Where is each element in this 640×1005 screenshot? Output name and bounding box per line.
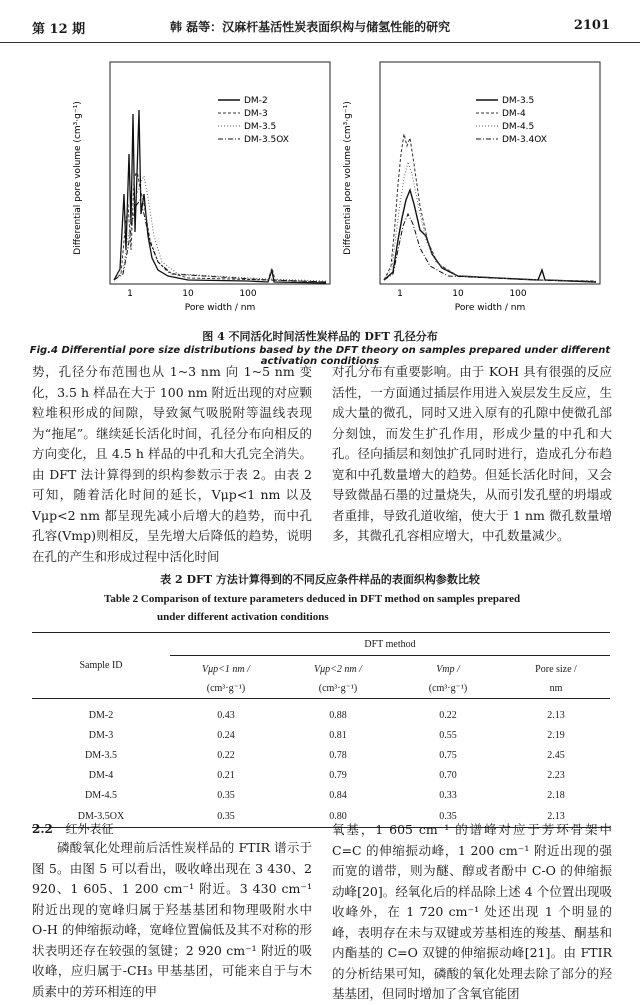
- right-chart-frame: [380, 62, 600, 284]
- table-caption-cn: 表 2 DFT 方法计算得到的不同反应条件样品的表面织构参数比较: [160, 573, 480, 586]
- table-caption-en: Table 2 Comparison of texture parameters deduced in DFT method on samples prepared: [104, 593, 521, 605]
- table-cell: 2.19: [547, 729, 565, 741]
- texture-parameters-table: [32, 632, 610, 828]
- table-unit-cell: (cm³·g⁻¹): [206, 682, 246, 694]
- table-cell: 0.80: [329, 810, 347, 822]
- left-legend-label: DM-3: [244, 109, 268, 119]
- right-x-tick: 1: [397, 289, 403, 299]
- left-curve-dm-3: [114, 170, 326, 282]
- right-x-tick: 10: [452, 289, 464, 299]
- table-unit-cell: (cm³·g⁻¹): [318, 682, 358, 694]
- table-header-cell: Pore size /: [535, 663, 577, 675]
- table-cell: 0.22: [439, 709, 457, 721]
- figure-caption-cn: 图 4 不同活化时间活性炭样品的 DFT 孔径分布: [202, 330, 438, 343]
- right-x-label: Pore width / nm: [454, 303, 526, 313]
- table-cell: 0.55: [439, 729, 457, 741]
- section-number: 2.2: [32, 822, 53, 836]
- table-cell: DM-4: [88, 769, 114, 781]
- table-caption-en-continued: under different activation conditions: [157, 611, 329, 623]
- table-cell: 0.78: [329, 749, 347, 761]
- right-legend-label: DM-3.4OX: [502, 135, 547, 145]
- body-left-text: 势，孔径分布范围也从 1~3 nm 向 1~5 nm 变化，3.5 h 样品在大于 100 nm 附近出现的对应颗粒堆积形成的间隙，导致氮气吸脱附等温线表现为“拖尾”。继续延长活化时间，孔径分布向相反的方向变化，且 4.5 h 样品的中孔和大孔完全消失。由 DFT 法计算得到的织构参数示于表 2。由表 2 可知，随着活化时间的延长，Vμp<1 nm 以及 Vμp<2 nm 都呈现先减小后增大的趋势，而中孔孔容(Vmp)则相反，呈先增大后降低的趋势，说明在孔的产生和形成过程中活化时间: [32, 364, 312, 564]
- body-right-text: 对孔分布有重要影响。由于 KOH 具有很强的反应活性，一方面通过插层作用进入炭层发生反应，生成大量的微孔，同时又进入原有的孔隙中使微孔部分刻蚀，而发生扩孔作用，形成少量的中孔和大孔。径向插层和刻蚀扩孔同时进行，造成孔分布趋宽和中孔数量增大的趋势。但延长活化时间，又会导致微晶石墨的过量烧失，从而引发孔壁的坍塌或者重排，导致孔道收缩，使大于 1 nm 微孔数量增多，其微孔孔容相应增大，中孔数量减少。: [332, 364, 612, 543]
- right-y-label: Differential pore volume (cm³·g⁻¹): [343, 101, 353, 255]
- left-x-tick: 100: [239, 289, 257, 299]
- section-heading: [32, 820, 113, 837]
- right-pore-chart: [338, 54, 618, 324]
- left-pore-chart: [68, 54, 348, 324]
- left-legend-label: DM-2: [244, 96, 268, 106]
- table-row: [32, 725, 610, 745]
- table-cell: 2.23: [547, 769, 565, 781]
- table-cell: 2.45: [547, 749, 565, 761]
- right-curve-dm-3-4ox: [384, 214, 596, 282]
- table-header-cell: Vμp<1 nm /: [202, 663, 250, 675]
- table-cell: DM-3.5OX: [77, 810, 125, 822]
- right-legend-label: DM-4.5: [502, 122, 535, 132]
- running-title: 韩 磊等：汉麻杆基活性炭表面织构与储氢性能的研究: [170, 20, 451, 34]
- table-cell: DM-2: [88, 709, 114, 721]
- left-x-tick: 1: [127, 289, 133, 299]
- table-cell: 0.84: [329, 789, 347, 801]
- table-row: [32, 765, 610, 785]
- table-header-cell: Vμp<2 nm /: [314, 663, 362, 675]
- left-y-label: Differential pore volume (cm³·g⁻¹): [73, 101, 83, 255]
- left-legend: [218, 96, 289, 145]
- left-curve-dm-3-5: [114, 176, 326, 281]
- table-unit-cell: (cm³·g⁻¹): [428, 682, 468, 694]
- figure-caption-en: Fig.4 Differential pore size distributions based by the DFT theory on samples prepared under different activation conditions: [29, 345, 611, 367]
- table-cell: 0.79: [329, 769, 347, 781]
- right-legend-label: DM-3.5: [502, 96, 535, 106]
- body-left-column: [32, 362, 312, 567]
- left-legend-label: DM-3.5OX: [244, 135, 289, 145]
- table-cell: 0.24: [217, 729, 235, 741]
- table-cell: 0.35: [439, 810, 457, 822]
- right-x-tick: 100: [509, 289, 527, 299]
- left-chart-frame: [110, 62, 330, 284]
- page-number: 2101: [573, 18, 610, 33]
- table-group-header: DFT method: [170, 633, 610, 656]
- left-x-label: Pore width / nm: [184, 303, 256, 313]
- table-cell: DM-4.5: [85, 789, 117, 801]
- table-cell: 0.35: [217, 810, 235, 822]
- table-unit-cell: nm: [549, 682, 563, 694]
- right-legend-label: DM-4: [502, 109, 526, 119]
- table-cell: DM-3.5: [85, 749, 117, 761]
- right-curve-dm-4: [384, 134, 596, 281]
- table-header-sample-id: Sample ID: [79, 660, 123, 671]
- table-cell: 0.88: [329, 709, 347, 721]
- bottom-left-column: [32, 838, 312, 1002]
- issue-number: 第 12 期: [32, 22, 86, 37]
- table-cell: 0.22: [217, 749, 235, 761]
- table-row: [32, 699, 610, 726]
- table-cell: 0.43: [217, 709, 235, 721]
- table-cell: 0.81: [329, 729, 347, 741]
- table-cell: 2.13: [547, 709, 565, 721]
- table-cell: DM-3: [88, 729, 114, 741]
- table-cell: 0.75: [439, 749, 457, 761]
- table-cell: 0.21: [217, 769, 235, 781]
- table-cell: 0.35: [217, 789, 235, 801]
- table-cell: 0.70: [439, 769, 457, 781]
- bottom-right-text: 氧基，1 605 cm⁻¹ 的谱峰对应于芳环骨架中 C=C 的伸缩振动峰，1 200 cm⁻¹ 附近出现的强而宽的谱带，则为醚、醇或者酚中 C-O 的伸缩振动峰[20]。经氧化后的样品除上述 4 个位置出现吸收峰外，在 1 720 cm⁻¹ 处还出现 1 个明显的峰，表明存在未与双键或芳基相连的羧基、酮基和内酯基的 C=O 双键的伸缩振动峰[21]。由 FTIR 的分析结果可知，磷酸的氧化处理去除了部分的羟基基团，但同时增加了含氧官能团: [332, 822, 612, 1001]
- table-header-cell: Vmp /: [436, 663, 460, 675]
- table-cell: 2.13: [547, 810, 565, 822]
- left-curve-dm-2: [114, 110, 326, 283]
- table-cell: 0.33: [439, 789, 457, 801]
- section-title: 红外表征: [65, 822, 114, 836]
- left-legend-label: DM-3.5: [244, 122, 277, 132]
- right-curve-dm-3-5: [384, 190, 596, 282]
- right-legend: [476, 96, 547, 145]
- body-right-column: [332, 362, 612, 547]
- left-x-tick: 10: [182, 289, 194, 299]
- table-row: [32, 745, 610, 765]
- running-header: [0, 8, 640, 43]
- table-row: [32, 785, 610, 805]
- table-cell: 2.18: [547, 789, 565, 801]
- bottom-right-column: [332, 820, 612, 1005]
- table-group-row: [32, 633, 610, 656]
- bottom-left-text: 磷酸氧化处理前后活性炭样品的 FTIR 谱示于图 5。由图 5 可以看出，吸收峰出现在 3 430、2 920、1 605、1 200 cm⁻¹ 附近。3 430 cm⁻¹ 附近出现的宽峰归属于羟基基团和物理吸附水中 O-H 的伸缩振动峰，宽峰位置偏低及其不对称的形状表明还存在较强的氢键；2 920 cm⁻¹ 附近的吸收峰，应归属于-CH₃ 甲基基团，可能来自于与木质素中的芳环相连的甲: [32, 840, 312, 999]
